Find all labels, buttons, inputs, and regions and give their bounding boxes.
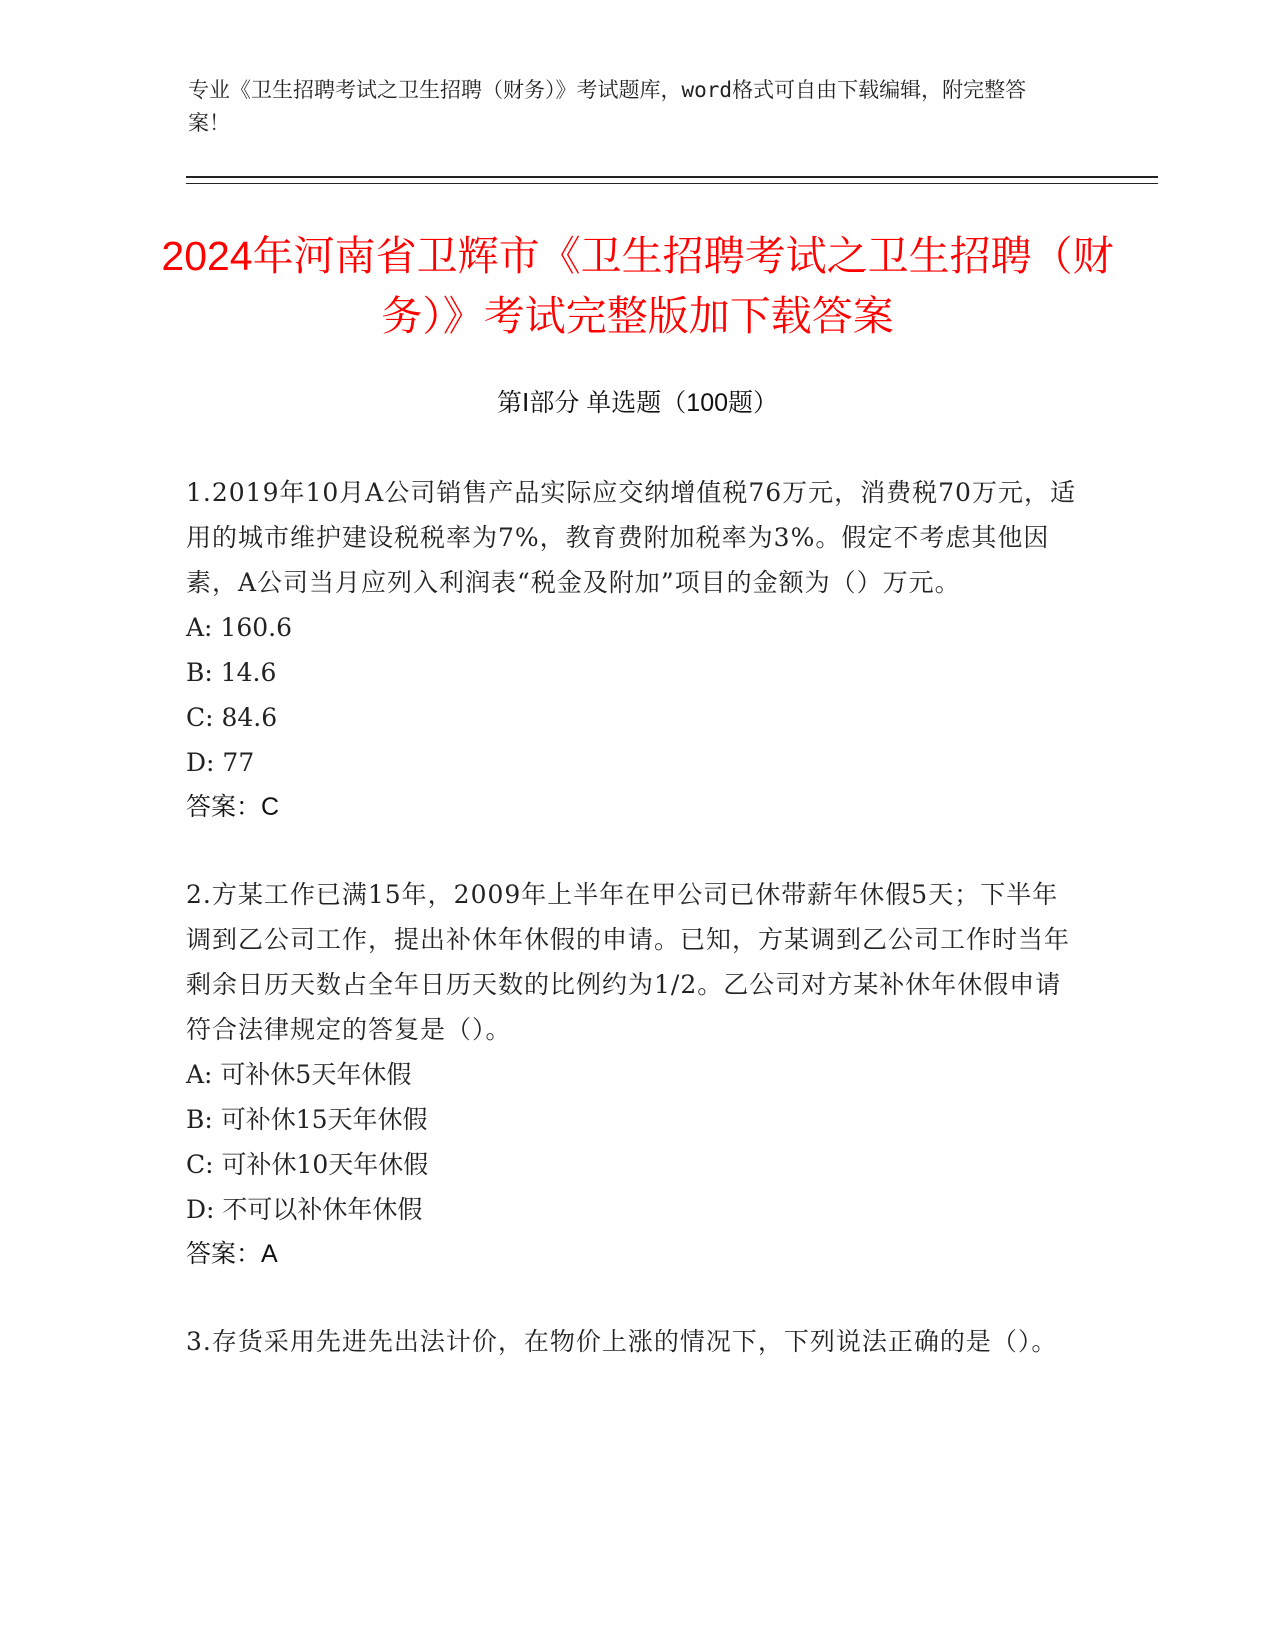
question-1 (186, 470, 1081, 830)
option-b: B: 14.6 (186, 658, 277, 687)
option-d: D: 77 (186, 748, 255, 777)
section-title: 第Ⅰ部分 单选题（100题） (496, 389, 779, 417)
answer-line: 答案：C (186, 793, 280, 821)
option-c: C: 84.6 (186, 703, 278, 732)
question-stem: 1.2019年10月A公司销售产品实际应交纳增值税76万元，消费税70万元，适用的城市维护建设税税率为7%，教育费附加税率为3%。假定不考虑其他因素，A公司当月应列入利润表“税金及附加”项目的金额为（）万元。 (186, 478, 1076, 597)
document-header-note: 专业《卫生招聘考试之卫生招聘（财务）》考试题库，word格式可自由下载编辑，附完整答案！ (188, 78, 1027, 135)
header-divider-thick (186, 176, 1158, 178)
header-divider-thin (186, 183, 1158, 184)
option-a: A: 可补休5天年休假 (186, 1060, 412, 1089)
document-title: 2024年河南省卫辉市《卫生招聘考试之卫生招聘（财务）》考试完整版加下载答案 (161, 233, 1114, 339)
option-c: C: 可补休10天年休假 (186, 1150, 429, 1179)
question-3 (186, 1319, 1081, 1364)
answer-line: 答案：A (186, 1240, 278, 1268)
question-stem: 2.方某工作已满15年，2009年上半年在甲公司已休带薪年休假5天；下半年调到乙公司工作，提出补休年休假的申请。已知，方某调到乙公司工作时当年剩余日历天数占全年日历天数的比例约为1/2。乙公司对方某补休年休假申请符合法律规定的答复是（）。 (186, 880, 1071, 1044)
option-a: A: 160.6 (186, 613, 292, 642)
question-2 (186, 872, 1081, 1277)
question-list (186, 470, 1081, 1406)
option-b: B: 可补休15天年休假 (186, 1105, 428, 1134)
question-stem: 3.存货采用先进先出法计价，在物价上涨的情况下，下列说法正确的是（）。 (186, 1327, 1058, 1356)
option-d: D: 不可以补休年休假 (186, 1195, 423, 1224)
